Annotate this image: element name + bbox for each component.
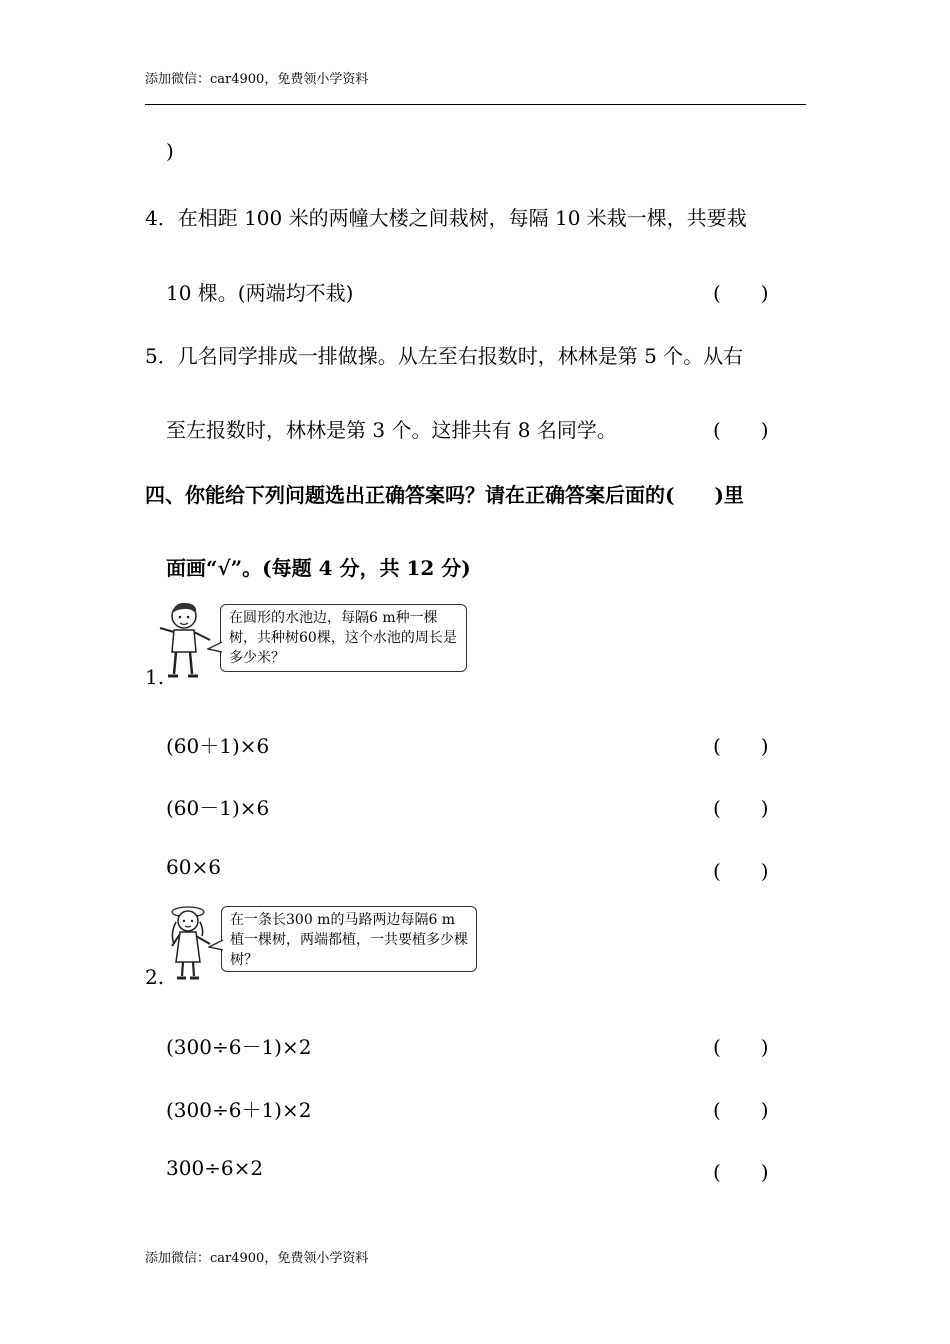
q1-option-a-paren[interactable]: ( ) — [713, 734, 769, 758]
q2-speech-bubble — [221, 906, 477, 972]
q2-option-c-paren[interactable]: ( ) — [713, 1160, 769, 1184]
header-rule — [145, 104, 806, 105]
q2-bubble-text: 在一条长300 m的马路两边每隔6 m植一棵树，两端都植，一共要植多少棵树？ — [230, 912, 468, 968]
q2-number: 2. — [145, 965, 165, 989]
q1-bubble-text: 在圆形的水池边，每隔6 m种一棵树，共种树60棵，这个水池的周长是多少米？ — [229, 610, 457, 666]
q4-line1: 4．在相距 100 米的两幢大楼之间栽树，每隔 10 米栽一棵，共要栽 — [145, 206, 747, 230]
q4-answer-paren[interactable]: ( ) — [713, 281, 769, 305]
page-footer: 添加微信：car4900，免费领小学资料 — [145, 1251, 369, 1266]
q1-speech-bubble — [220, 604, 467, 672]
section4-title-line2: 面画“√”。(每题 4 分，共 12 分) — [166, 556, 471, 580]
section4-title-line1: 四、你能给下列问题选出正确答案吗？请在正确答案后面的( )里 — [145, 483, 744, 507]
q5-line2: 至左报数时，林林是第 3 个。这排共有 8 名同学。 — [166, 418, 617, 442]
q4-line2: 10 棵。(两端均不栽) — [166, 281, 354, 305]
q1-option-b: (60－1)×6 — [166, 796, 270, 820]
q2-option-a-paren[interactable]: ( ) — [713, 1035, 769, 1059]
q1-option-b-paren[interactable]: ( ) — [713, 796, 769, 820]
q1-option-c: 60×6 — [166, 855, 221, 879]
q2-bubble-tail — [208, 938, 224, 954]
q1-option-c-paren[interactable]: ( ) — [713, 859, 769, 883]
continuation-paren: ) — [166, 139, 174, 163]
q1-option-a: (60＋1)×6 — [166, 734, 270, 758]
q2-option-c: 300÷6×2 — [166, 1156, 264, 1180]
q2-option-b-paren[interactable]: ( ) — [713, 1098, 769, 1122]
page-header: 添加微信：car4900，免费领小学资料 — [145, 72, 369, 87]
q2-option-a: (300÷6－1)×2 — [166, 1035, 312, 1059]
q1-number: 1. — [145, 665, 165, 689]
q2-option-b: (300÷6＋1)×2 — [166, 1098, 312, 1122]
q5-answer-paren[interactable]: ( ) — [713, 418, 769, 442]
q1-bubble-tail — [207, 640, 223, 656]
q5-line1: 5．几名同学排成一排做操。从左至右报数时，林林是第 5 个。从右 — [145, 344, 744, 368]
